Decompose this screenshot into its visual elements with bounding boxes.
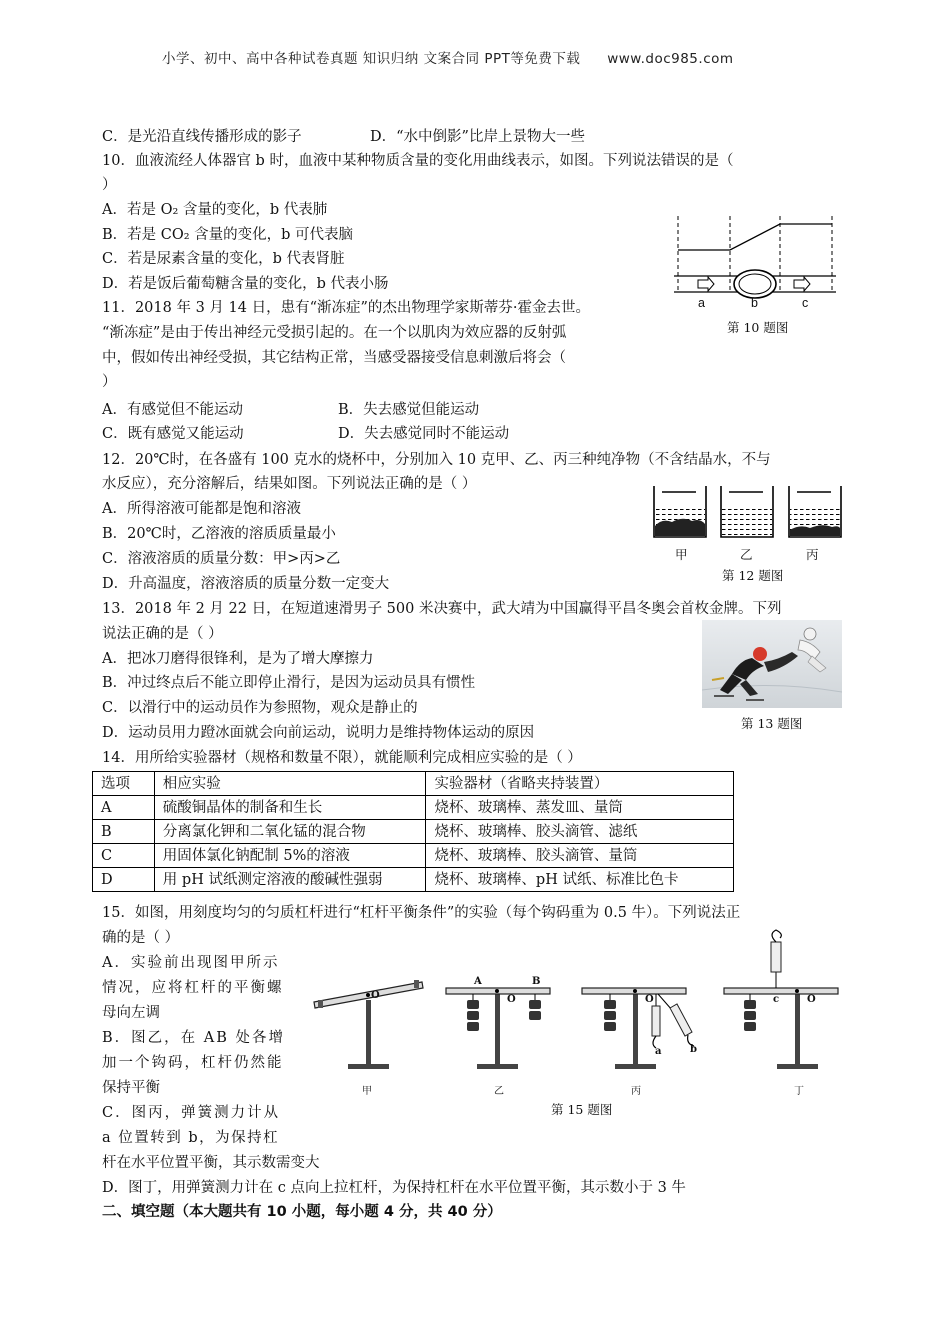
q15-option-b-1: B．图乙，在 AB 处各增 [102, 1030, 285, 1046]
q15-label-c: c [773, 994, 780, 1005]
lever-yi [446, 988, 550, 1069]
q11-option-d: D．失去感觉同时不能运动 [338, 426, 510, 442]
q15-name-jia: 甲 [362, 1086, 372, 1097]
q15-name-yi: 乙 [494, 1086, 504, 1097]
q13-stem-2: 说法正确的是（ ） [102, 626, 223, 642]
q12-option-c: C．溶液溶质的质量分数：甲>丙>乙 [102, 551, 341, 567]
header-text: 小学、初中、高中各种试卷真题 知识归纳 文案合同 PPT等免费下载 [162, 51, 581, 67]
table-cell: 烧杯、玻璃棒、蒸发皿、量筒 [426, 796, 734, 820]
table-cell: 分离氯化钾和二氧化锰的混合物 [154, 820, 426, 844]
q13-stem-1: 13．2018 年 2 月 22 日，在短道速滑男子 500 米决赛中，武大靖为中国赢得平昌冬奥会首枚金牌。下列 [102, 601, 782, 617]
q10-option-b: B．若是 CO₂ 含量的变化，b 可代表脑 [102, 227, 354, 243]
q15-pivot-ding: O [807, 994, 816, 1005]
q11-option-c: C．既有感觉又能运动 [102, 426, 244, 442]
section-2-title: 二、填空题（本大题共有 10 小题，每小题 4 分，共 40 分） [102, 1204, 502, 1220]
table-cell: C [93, 844, 155, 868]
q15-stem-1: 15．如图，用刻度均匀的匀质杠杆进行“杠杆平衡条件”的实验（每个钩码重为 0.5 牛）。下列说法正 [102, 905, 741, 921]
q11-stem-3: 中，假如传出神经受损，其它结构正常，当感受器接受信息刺激后将会（ [102, 350, 566, 366]
q12-label-bing: 丙 [806, 547, 819, 562]
table-header-row [93, 772, 734, 796]
beaker-yi [721, 486, 773, 537]
table-cell: 用固体氯化钠配制 5%的溶液 [154, 844, 426, 868]
q15-option-c-2: a 位置转到 b，为保持杠 [102, 1130, 280, 1146]
table-header-cell: 相应实验 [154, 772, 426, 796]
q11-stem-2: “渐冻症”是由于传出神经元受损引起的。在一个以肌肉为效应器的反射弧 [102, 325, 567, 341]
q10-stem-1: 10．血液流经人体器官 b 时，血液中某种物质含量的变化用曲线表示，如图。下列说法错误的是（ [102, 153, 734, 169]
q12-caption: 第 12 题图 [722, 568, 784, 583]
q15-name-ding: 丁 [794, 1086, 804, 1097]
q15-label-a: a [655, 1046, 662, 1057]
q13-option-c: C．以滑行中的运动员作为参照物，观众是静止的 [102, 700, 418, 716]
q15-pivot-yi: O [507, 994, 516, 1005]
table-header-cell: 实验器材（省略夹持装置） [426, 772, 734, 796]
q14-stem: 14．用所给实验器材（规格和数量不限），就能顺利完成相应实验的是（ ） [102, 750, 582, 766]
table-cell: D [93, 868, 155, 892]
q13-option-b: B．冲过终点后不能立即停止滑行，是因为运动员具有惯性 [102, 675, 476, 691]
q10-option-a: A．若是 O₂ 含量的变化，b 代表肺 [102, 202, 328, 218]
q15-label-A: A [474, 976, 482, 987]
q13-option-a: A．把冰刀磨得很锋利，是为了增大摩擦力 [102, 651, 374, 667]
q13-caption: 第 13 题图 [741, 716, 803, 731]
q14-table [92, 771, 734, 892]
header-url: www.doc985.com [607, 51, 734, 67]
q12-stem-1: 12．20℃时，在各盛有 100 克水的烧杯中，分别加入 10 克甲、乙、丙三种纯净物（不含结晶水，不与 [102, 452, 771, 468]
table-cell: 用 pH 试纸测定溶液的酸碱性强弱 [154, 868, 426, 892]
q15-stem-2: 确的是（ ） [102, 930, 180, 946]
q11-option-b: B．失去感觉但能运动 [338, 402, 480, 418]
q15-option-b-3: 保持平衡 [102, 1080, 160, 1096]
q10-label-c: c [802, 296, 809, 310]
q11-option-a: A．有感觉但不能运动 [102, 402, 243, 418]
q9-option-d: D．“水中倒影”比岸上景物大一些 [370, 129, 585, 145]
q15-label-B: B [532, 976, 541, 987]
table-row [93, 868, 734, 892]
q12-figure [650, 482, 850, 544]
table-row [93, 820, 734, 844]
table-cell: A [93, 796, 155, 820]
beaker-jia [654, 486, 706, 537]
q12-option-a: A．所得溶液可能都是饱和溶液 [102, 501, 301, 517]
q11-stem-1: 11．2018 年 3 月 14 日，患有“渐冻症”的杰出物理学家斯蒂芬·霍金去世。 [102, 300, 591, 316]
q12-label-yi: 乙 [740, 547, 753, 562]
q10-caption: 第 10 题图 [727, 320, 789, 335]
lever-ding [724, 930, 838, 1069]
q10-option-c: C．若是尿素含量的变化，b 代表肾脏 [102, 251, 345, 267]
q15-option-a-1: A．实验前出现图甲所示 [102, 955, 280, 971]
q15-caption: 第 15 题图 [551, 1102, 613, 1117]
q15-name-bing: 丙 [631, 1086, 641, 1097]
table-header-cell: 选项 [93, 772, 155, 796]
page-header [162, 47, 734, 67]
q12-option-b: B．20℃时，乙溶液的溶质质量最小 [102, 526, 336, 542]
table-row [93, 796, 734, 820]
table-cell: 烧杯、玻璃棒、胶头滴管、量筒 [426, 844, 734, 868]
q15-label-b: b [690, 1044, 697, 1055]
q15-option-b-2: 加一个钩码，杠杆仍然能 [102, 1055, 284, 1071]
q10-label-b: b [751, 296, 758, 310]
q15-option-a-3: 母向左调 [102, 1005, 160, 1021]
lever-jia [314, 980, 423, 1069]
q15-option-a-2: 情况，应将杠杆的平衡螺 [102, 980, 284, 996]
q13-skater-photo [702, 620, 842, 708]
q15-option-c-1: C．图丙，弹簧测力计从 [102, 1105, 281, 1121]
lever-bing [582, 988, 694, 1069]
table-cell: 硫酸铜晶体的制备和生长 [154, 796, 426, 820]
table-row [93, 844, 734, 868]
q15-pivot-jia: O [371, 990, 380, 1001]
q10-option-d: D．若是饭后葡萄糖含量的变化，b 代表小肠 [102, 276, 389, 292]
q11-stem-4: ） [102, 374, 117, 390]
table-cell: 烧杯、玻璃棒、pH 试纸、标准比色卡 [426, 868, 734, 892]
q12-stem-2: 水反应），充分溶解后，结果如图。下列说法正确的是（ ） [102, 476, 477, 492]
table-cell: 烧杯、玻璃棒、胶头滴管、滤纸 [426, 820, 734, 844]
q12-option-d: D．升高温度，溶液溶质的质量分数一定变大 [102, 576, 390, 592]
q15-figure [310, 928, 842, 1078]
q12-label-jia: 甲 [675, 547, 688, 562]
q10-label-a: a [698, 296, 705, 310]
q15-option-c-3: 杆在水平位置平衡，其示数需变大 [102, 1155, 320, 1171]
q15-pivot-bing: O [645, 994, 654, 1005]
q13-option-d: D．运动员用力蹬冰面就会向前运动，说明力是维持物体运动的原因 [102, 725, 535, 741]
q10-stem-2: ） [102, 177, 117, 193]
q15-option-d: D．图丁，用弹簧测力计在 c 点向上拉杠杆，为保持杠杆在水平位置平衡，其示数小于 3 牛 [102, 1180, 686, 1196]
beaker-bing [789, 486, 841, 537]
table-cell: B [93, 820, 155, 844]
q9-option-c: C．是光沿直线传播形成的影子 [102, 129, 302, 145]
